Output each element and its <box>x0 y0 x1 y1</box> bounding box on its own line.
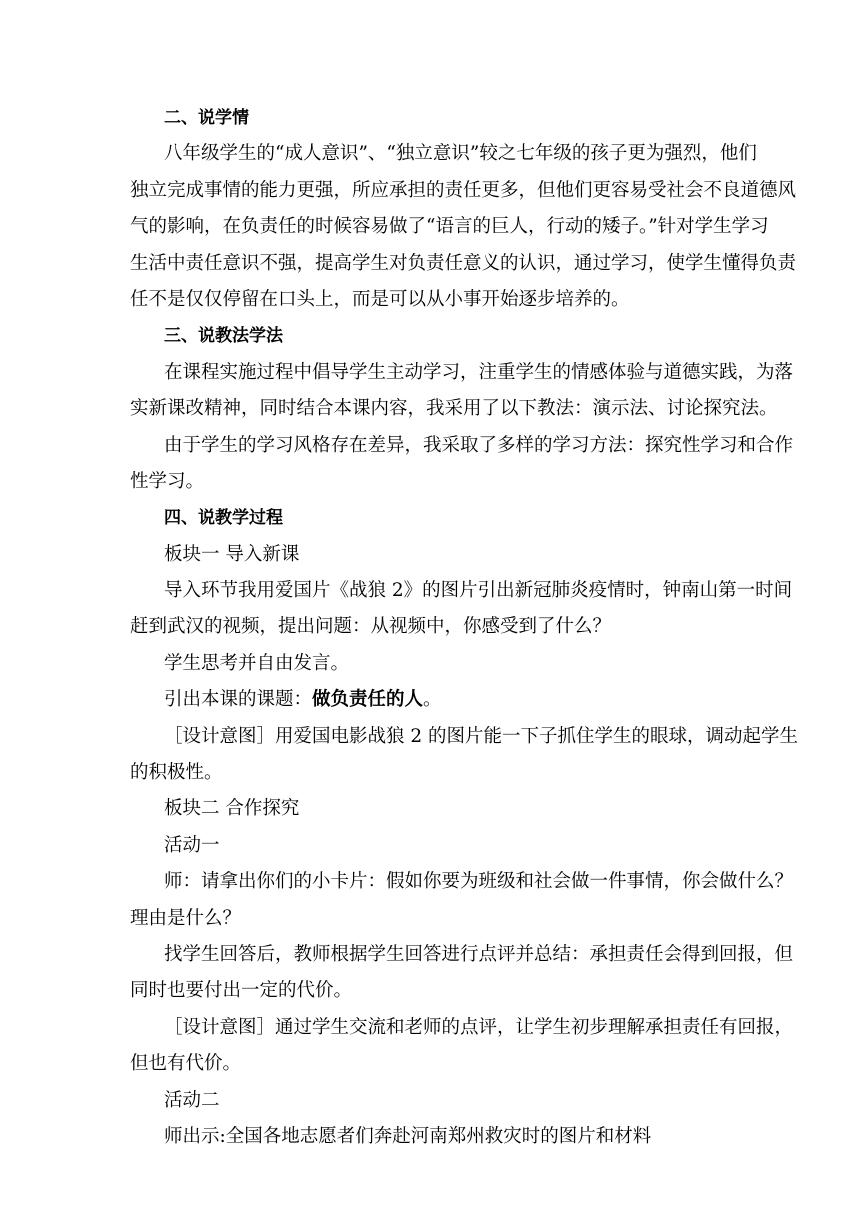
paragraph-line: 师：请拿出你们的小卡片：假如你要为班级和社会做一件事情，你会做什么？ <box>164 871 794 893</box>
block-title: 板块二 合作探究 <box>164 798 300 820</box>
paragraph-line: 同时也要付出一定的代价。 <box>130 980 353 1002</box>
lesson-topic-title: 做负责任的人 <box>312 689 424 711</box>
lesson-topic-prefix: 引出本课的课题： <box>164 689 313 711</box>
section-heading-process: 四、说教学过程 <box>164 508 283 529</box>
paragraph-line: 理由是什么？ <box>130 907 242 929</box>
paragraph-line: 生活中责任意识不强，提高学生对负责任意义的认识，通过学习，使学生懂得负责 <box>130 252 797 274</box>
paragraph-line: 独立完成事情的能力更强，所应承担的责任更多，但他们更容易受社会不良道德风 <box>130 179 797 201</box>
section-heading-learner-analysis: 二、说学情 <box>164 108 249 128</box>
paragraph-line: 学生思考并自由发言。 <box>164 652 350 674</box>
block-title: 板块一 导入新课 <box>164 543 300 565</box>
paragraph-line: 找学生回答后，教师根据学生回答进行点评并总结：承担责任会得到回报，但 <box>164 943 794 965</box>
paragraph-line: 在课程实施过程中倡导学生主动学习，注重学生的情感体验与道德实践，为落 <box>164 361 794 383</box>
paragraph-line: ［设计意图］用爱国电影战狼 2 的图片能一下子抓住学生的眼球，调动起学生 <box>164 725 799 747</box>
paragraph-line: 由于学生的学习风格存在差异，我采取了多样的学习方法：探究性学习和合作 <box>164 434 794 456</box>
paragraph-line: 气的影响，在负责任的时候容易做了“语言的巨人，行动的矮子。”针对学生学习 <box>130 216 769 238</box>
paragraph-line: 性学习。 <box>130 470 205 492</box>
lesson-topic-suffix: 。 <box>423 689 442 711</box>
paragraph-line: ［设计意图］通过学生交流和老师的点评，让学生初步理解承担责任有回报， <box>164 1016 794 1038</box>
paragraph-line: 师出示:全国各地志愿者们奔赴河南郑州救灾时的图片和材料 <box>164 1125 652 1147</box>
paragraph-line: 导入环节我用爱国片《战狼 2》的图片引出新冠肺炎疫情时，钟南山第一时间 <box>164 580 793 602</box>
paragraph-line: 任不是仅仅停留在口头上，而是可以从小事开始逐步培养的。 <box>130 288 630 310</box>
document-body <box>130 100 799 1155</box>
activity-title: 活动二 <box>164 1089 220 1111</box>
activity-title: 活动一 <box>164 834 220 856</box>
paragraph-line: 实新课改精神，同时结合本课内容，我采用了以下教法：演示法、讨论探究法。 <box>130 398 778 420</box>
section-heading-methods: 三、说教法学法 <box>164 326 283 347</box>
paragraph-line: 但也有代价。 <box>130 1053 242 1075</box>
paragraph-line: 八年级学生的“成人意识”、“独立意识”较之七年级的孩子更为强烈，他们 <box>164 143 757 165</box>
paragraph-line: 的积极性。 <box>130 762 223 784</box>
paragraph-line <box>130 682 756 718</box>
paragraph-line: 赶到武汉的视频，提出问题：从视频中，你感受到了什么？ <box>130 616 612 638</box>
